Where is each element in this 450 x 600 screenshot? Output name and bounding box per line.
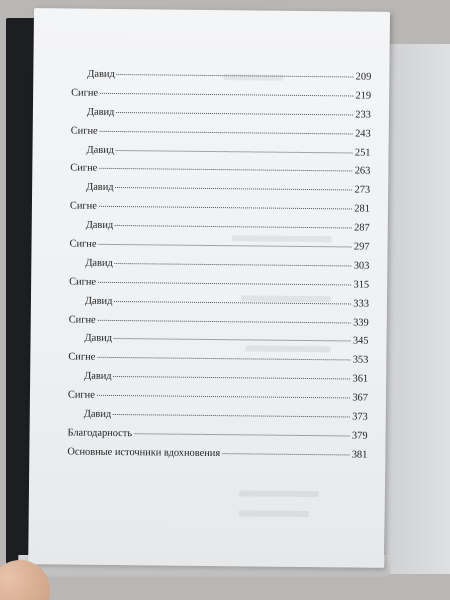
toc-entry-label: Сигне bbox=[68, 314, 96, 326]
bleed-through-mark bbox=[239, 490, 319, 497]
toc-entry-page: 379 bbox=[351, 430, 368, 442]
toc-entry-label: Сигне bbox=[70, 125, 98, 137]
toc-entry-page: 333 bbox=[353, 298, 369, 310]
bleed-through-mark bbox=[239, 510, 309, 517]
toc-entry-page: 339 bbox=[353, 317, 369, 329]
toc-entry-label: Сигне bbox=[69, 200, 97, 213]
toc-leader-dots bbox=[98, 244, 351, 248]
toc-leader-dots bbox=[97, 357, 350, 361]
toc-entry-page: 273 bbox=[354, 184, 371, 197]
toc-entry-page: 303 bbox=[353, 260, 370, 272]
toc-leader-dots bbox=[134, 433, 350, 436]
toc-leader-dots bbox=[98, 319, 351, 323]
toc-leader-dots bbox=[117, 74, 354, 77]
toc-entry-label: Давид bbox=[84, 370, 112, 383]
toc-leader-dots bbox=[113, 414, 350, 417]
toc-leader-dots bbox=[222, 453, 350, 455]
toc-entry-label: Сигне bbox=[69, 238, 97, 250]
toc-entry-label: Давид bbox=[86, 144, 115, 156]
toc-entry-page: 373 bbox=[352, 411, 368, 423]
toc-entry-label: Давид bbox=[86, 182, 114, 194]
toc-entry-page: 361 bbox=[352, 373, 369, 385]
toc-entry-page: 251 bbox=[354, 147, 371, 159]
toc-entry-page: 315 bbox=[353, 279, 370, 291]
toc-leader-dots bbox=[116, 112, 353, 115]
toc-leader-dots bbox=[116, 187, 353, 190]
toc-leader-dots bbox=[116, 150, 353, 153]
toc-entry-label: Давид bbox=[84, 333, 113, 345]
toc-leader-dots bbox=[100, 131, 353, 135]
toc-entry-page: 263 bbox=[354, 165, 371, 178]
toc-entry-label: Сигне bbox=[71, 87, 99, 99]
toc-entry-label: Давид bbox=[87, 68, 115, 80]
book-page bbox=[28, 8, 390, 568]
toc-leader-dots bbox=[100, 93, 353, 97]
toc-entry-page: 233 bbox=[355, 109, 371, 121]
table-of-contents bbox=[67, 69, 371, 469]
toc-entry-page: 381 bbox=[351, 449, 368, 461]
toc-leader-dots bbox=[114, 301, 351, 304]
toc-leader-dots bbox=[114, 338, 351, 341]
toc-entry-label: Основные источники вдохновения bbox=[67, 446, 221, 459]
toc-entry-label: Сигне bbox=[67, 389, 95, 401]
toc-leader-dots bbox=[98, 282, 351, 286]
toc-entry-page: 281 bbox=[354, 203, 370, 215]
toc-entry-label: Давид bbox=[86, 106, 115, 118]
toc-entry-label: Сигне bbox=[69, 276, 97, 288]
toc-entry-page: 287 bbox=[354, 222, 370, 234]
toc-leader-dots bbox=[115, 225, 352, 228]
next-page-edge bbox=[384, 44, 450, 574]
toc-leader-dots bbox=[99, 168, 352, 172]
toc-entry-label: Давид bbox=[85, 257, 113, 269]
toc-entry-label: Сигне bbox=[68, 351, 96, 364]
toc-entry-label: Благодарность bbox=[67, 427, 133, 440]
toc-leader-dots bbox=[114, 376, 351, 379]
toc-entry-label: Давид bbox=[84, 295, 113, 307]
toc-leader-dots bbox=[97, 395, 350, 399]
toc-entry-page: 345 bbox=[352, 335, 369, 348]
toc-leader-dots bbox=[115, 263, 352, 266]
toc-entry-page: 353 bbox=[352, 354, 369, 367]
toc-entry-page: 219 bbox=[355, 90, 372, 102]
toc-entry-label: Сигне bbox=[70, 162, 98, 175]
toc-entry-page: 297 bbox=[353, 241, 370, 253]
toc-leader-dots bbox=[99, 206, 352, 210]
toc-entry-page: 209 bbox=[355, 71, 372, 83]
toc-entry bbox=[67, 446, 367, 468]
toc-entry-label: Давид bbox=[85, 219, 114, 232]
toc-entry-label: Давид bbox=[83, 408, 112, 420]
toc-entry-page: 367 bbox=[352, 392, 368, 404]
toc-entry-page: 243 bbox=[355, 128, 371, 140]
